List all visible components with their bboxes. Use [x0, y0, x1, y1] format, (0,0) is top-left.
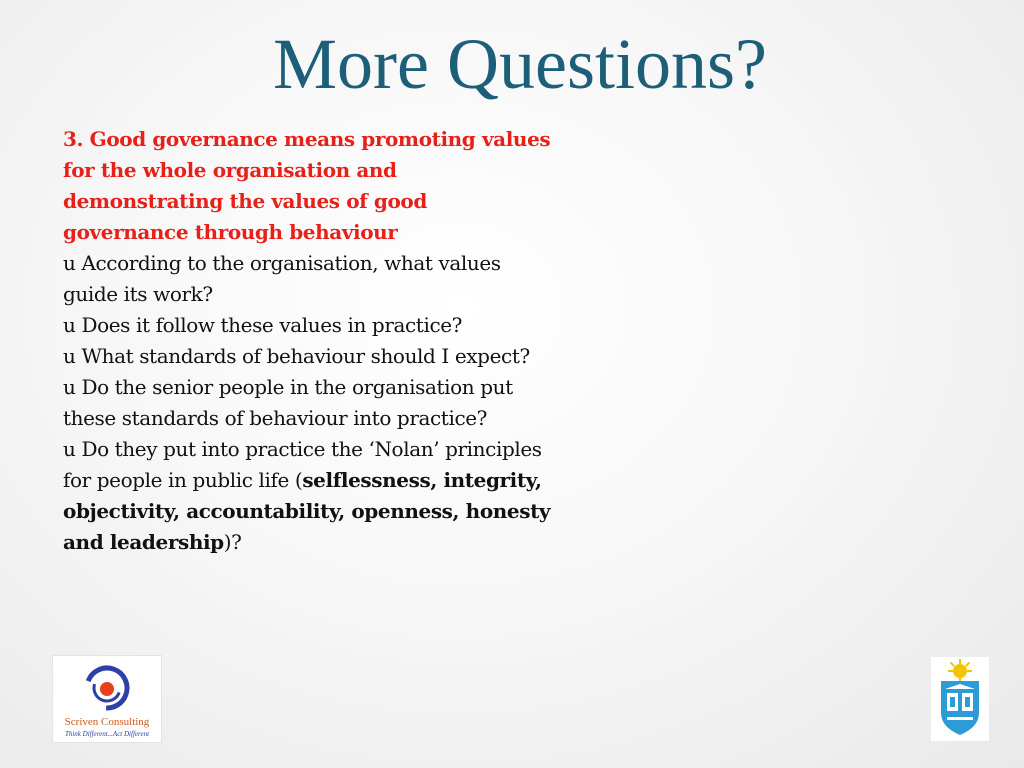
swirl-logo-icon	[53, 656, 161, 716]
logo-tagline: Think Different...Act Different	[64, 730, 150, 738]
slide-content	[63, 124, 553, 558]
slide-title: More Questions?	[273, 24, 767, 104]
bullet-item: u Do the senior people in the organisation put these standards of behaviour into practice?	[63, 375, 513, 430]
nolan-principles: selflessness, integrity, objectivity, accountability, openness, honesty and leadership	[63, 468, 551, 554]
institution-crest-logo	[931, 657, 989, 741]
nolan-prefix: u Do they put into practice the ‘Nolan’ principles for people in public life (	[63, 437, 542, 492]
bullet-item-nolan	[63, 434, 553, 558]
bullet-item: u What standards of behaviour should I expect?	[63, 344, 530, 368]
bullet-item: u Does it follow these values in practice?	[63, 313, 463, 337]
nolan-suffix: )?	[223, 530, 242, 554]
bullet-item: u According to the organisation, what values guide its work?	[63, 251, 501, 306]
intro-statement: 3. Good governance means promoting values for the whole organisation and demonstrating the values of good governance through behaviour	[63, 127, 551, 244]
logo-company-name: Scriven Consulting	[64, 716, 150, 728]
scriven-consulting-logo	[52, 655, 162, 743]
crest-icon	[931, 657, 989, 741]
